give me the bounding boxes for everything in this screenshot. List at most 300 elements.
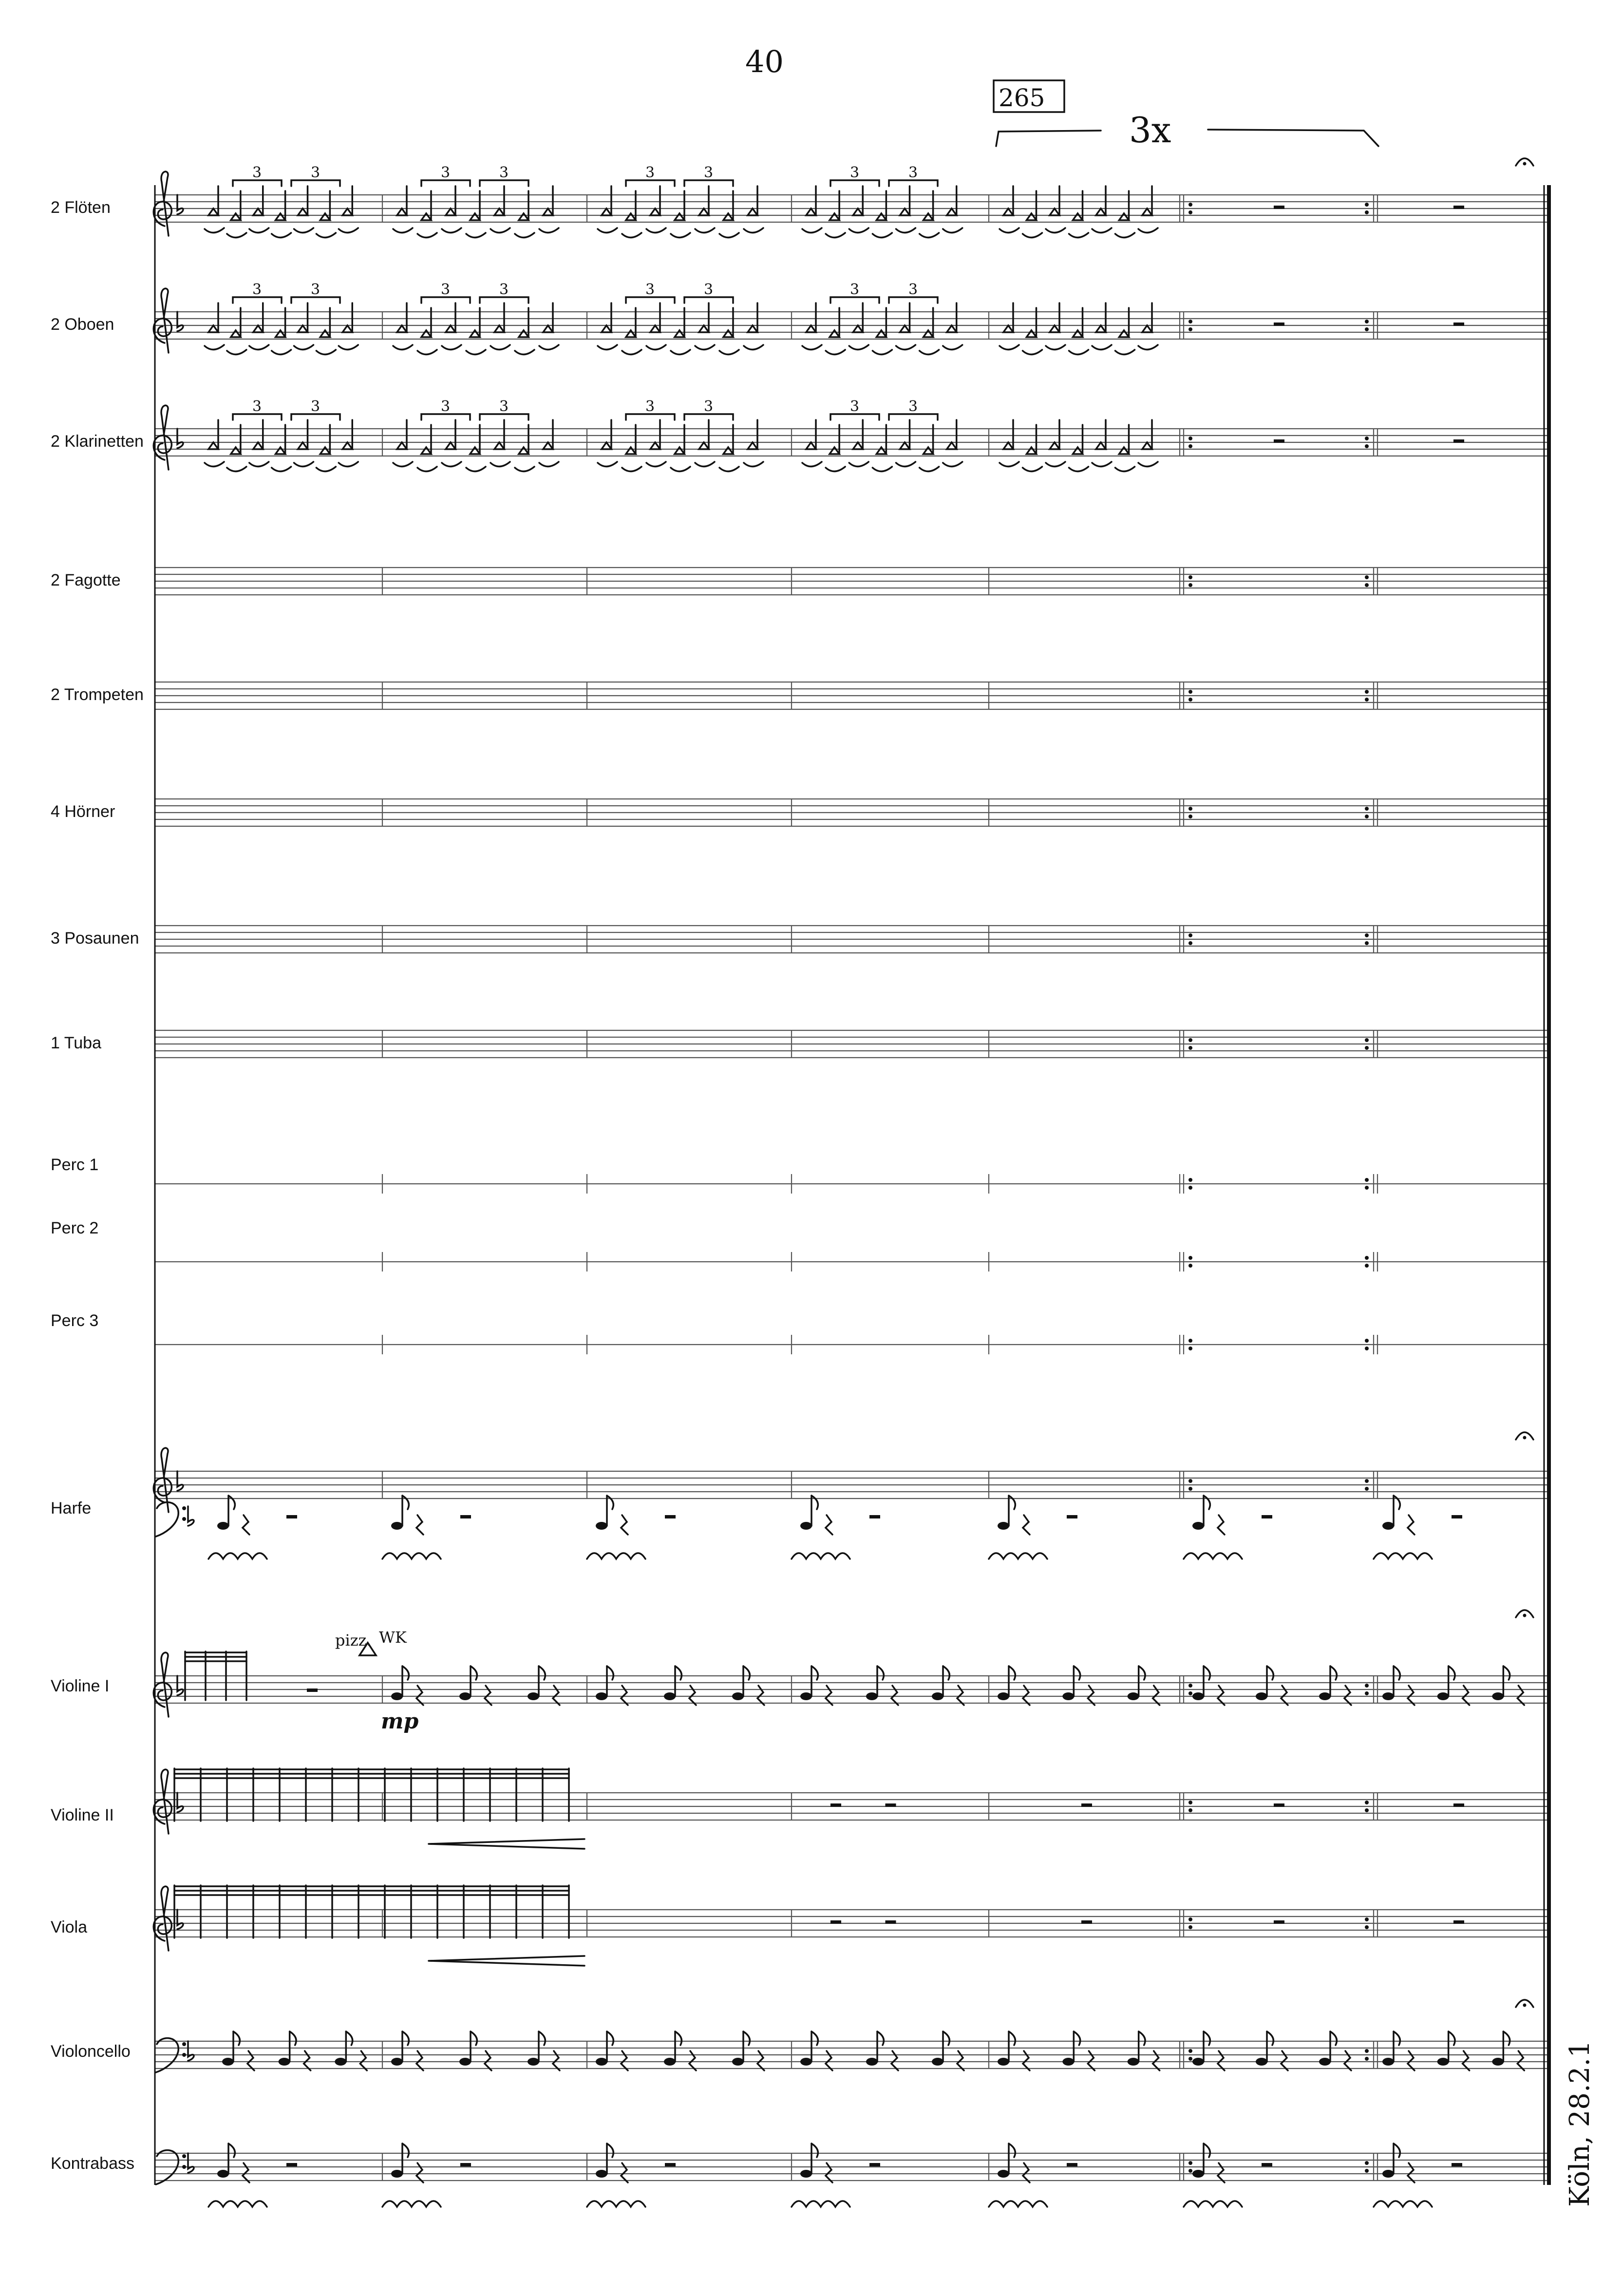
- grace-note: [900, 209, 910, 215]
- ledger-cluster: [208, 2201, 267, 2207]
- grace-note: [397, 325, 407, 332]
- grace-note: [748, 325, 757, 332]
- note-flag: [1503, 2031, 1509, 2045]
- notehead: [1128, 2058, 1139, 2066]
- notehead: [1382, 2170, 1394, 2178]
- grace-note: [748, 209, 757, 215]
- slur: [393, 462, 413, 467]
- slur: [272, 350, 291, 355]
- quarter-rest: [243, 1515, 249, 1535]
- repeat-dot: [1188, 320, 1192, 323]
- slur: [943, 228, 962, 233]
- notehead: [596, 2058, 607, 2066]
- quarter-rest: [1408, 1515, 1415, 1535]
- tuplet-number: 3: [311, 281, 321, 298]
- grace-note: [253, 209, 263, 215]
- note-flag: [607, 1496, 613, 1509]
- repeat-dot: [1365, 1479, 1369, 1483]
- repeat-dot: [1188, 941, 1192, 945]
- quarter-rest: [957, 2051, 964, 2070]
- instrument-labels: [51, 198, 144, 2173]
- quarter-rest: [621, 2051, 628, 2070]
- slur: [1092, 228, 1112, 233]
- note-flag: [675, 2031, 681, 2045]
- note-flag: [228, 1496, 235, 1509]
- slur: [205, 228, 224, 233]
- note-flag: [1074, 1666, 1080, 1680]
- slur: [515, 350, 534, 355]
- grace-note: [470, 213, 480, 220]
- notehead: [800, 1692, 812, 1700]
- note-flag: [1449, 1666, 1455, 1680]
- notehead: [1192, 1522, 1204, 1530]
- slur: [294, 228, 314, 233]
- staves: [155, 185, 1549, 2185]
- flat-icon: [177, 429, 183, 448]
- bass-clef-dot: [182, 1506, 186, 1510]
- grace-note: [723, 213, 733, 220]
- repeat-dot: [1188, 583, 1192, 587]
- slur: [920, 467, 939, 472]
- notehead: [1382, 2058, 1394, 2066]
- repeat-dot: [1365, 1347, 1369, 1350]
- quarter-rest: [689, 2051, 696, 2070]
- note-flag: [1139, 1666, 1145, 1680]
- tuplet-number: 3: [499, 164, 509, 181]
- rest: [1274, 323, 1284, 326]
- quarter-rest: [416, 2163, 423, 2182]
- note-flag: [1009, 2031, 1015, 2045]
- notehead: [998, 1522, 1009, 1530]
- notehead: [866, 2058, 878, 2066]
- grace-note: [397, 209, 407, 215]
- note-flag: [1449, 2031, 1455, 2045]
- grace-note: [853, 325, 863, 332]
- instrument-label: 1 Tuba: [51, 1034, 101, 1052]
- ledger-cluster: [208, 1553, 267, 1559]
- repeat-dot: [1188, 1479, 1192, 1483]
- repeat-dot: [1188, 1186, 1192, 1190]
- note-flag: [471, 2031, 477, 2045]
- note-flag: [1503, 1666, 1509, 1680]
- quarter-rest: [1281, 1686, 1288, 1705]
- repeat-bracket-right: [1208, 130, 1378, 146]
- repeat-dot: [1188, 1347, 1192, 1350]
- note-flag: [1394, 1496, 1400, 1509]
- notehead: [664, 2058, 676, 2066]
- repeat-dot: [1188, 1256, 1192, 1260]
- grace-note: [543, 442, 553, 449]
- grace-note: [924, 330, 933, 337]
- repeat-dot: [1188, 2057, 1192, 2061]
- grace-note: [276, 447, 285, 454]
- repeat-dot: [1365, 933, 1369, 937]
- grace-note: [675, 213, 684, 220]
- bass-clef-dot: [182, 2165, 186, 2169]
- note-flag: [290, 2031, 296, 2045]
- note-flag: [1204, 2031, 1210, 2045]
- slur: [1069, 350, 1089, 355]
- slur: [272, 233, 291, 238]
- repeat-dot: [1188, 807, 1192, 811]
- repeat-dot: [1188, 815, 1192, 818]
- ledger-cluster: [1184, 1553, 1242, 1559]
- tuplet-number: 3: [645, 164, 655, 181]
- grace-note: [494, 325, 504, 332]
- repeat-dot: [1365, 575, 1369, 579]
- grace-note: [276, 330, 285, 337]
- slur: [744, 228, 763, 233]
- repeat-dot: [1188, 1178, 1192, 1182]
- note-flag: [743, 1666, 750, 1680]
- slur: [417, 467, 437, 472]
- note-flag: [1009, 1496, 1015, 1509]
- slur: [515, 467, 534, 472]
- decrescendo-hairpin: [429, 1956, 585, 1966]
- slur: [417, 350, 437, 355]
- note-flag: [228, 2144, 235, 2157]
- rest: [460, 1515, 471, 1518]
- slur: [294, 345, 314, 350]
- quarter-rest: [1517, 1686, 1524, 1705]
- grace-note: [1096, 325, 1106, 332]
- slur: [393, 345, 413, 350]
- slur: [1069, 233, 1089, 238]
- quarter-rest: [957, 1686, 964, 1705]
- note-flag: [402, 2031, 409, 2045]
- repeat-dot: [1365, 1487, 1369, 1491]
- staff: [155, 1174, 1548, 1194]
- slur: [943, 462, 962, 467]
- repeat-dot: [1365, 1801, 1369, 1804]
- slur: [598, 462, 617, 467]
- notehead: [596, 1522, 607, 1530]
- grace-note: [1119, 447, 1129, 454]
- note-flag: [539, 2031, 545, 2045]
- staff: [155, 1910, 1548, 1937]
- grace-note: [231, 330, 241, 337]
- note-flag: [1330, 2031, 1337, 2045]
- notehead: [664, 1692, 676, 1700]
- repeat-dot: [1188, 327, 1192, 331]
- quarter-rest: [360, 2051, 367, 2070]
- grace-note: [519, 330, 528, 337]
- page-number: 40: [745, 44, 784, 79]
- rest: [830, 1920, 841, 1924]
- notehead: [1437, 1692, 1449, 1700]
- repeat-dot: [1365, 583, 1369, 587]
- notehead: [528, 1692, 539, 1700]
- note-flag: [1074, 2031, 1080, 2045]
- grace-note: [342, 325, 352, 332]
- slur: [1023, 233, 1042, 238]
- slur: [872, 350, 892, 355]
- slur: [695, 462, 715, 467]
- slur: [671, 233, 690, 238]
- grace-note: [723, 447, 733, 454]
- note-flag: [607, 1666, 613, 1680]
- grace-note: [602, 209, 611, 215]
- grace-note: [231, 213, 241, 220]
- slur: [802, 228, 822, 233]
- grace-note: [253, 325, 263, 332]
- repeat-dot: [1365, 815, 1369, 818]
- notehead: [998, 2058, 1009, 2066]
- rest: [886, 1920, 896, 1924]
- slur: [598, 345, 617, 350]
- quarter-rest: [1023, 1515, 1030, 1535]
- slur: [539, 228, 559, 233]
- bass-clef-dot: [182, 1517, 186, 1521]
- quarter-rest: [1218, 1515, 1225, 1535]
- quarter-rest: [1023, 2163, 1030, 2182]
- slur: [316, 350, 336, 355]
- slur: [719, 350, 739, 355]
- slur: [466, 350, 486, 355]
- slur: [490, 345, 510, 350]
- notehead: [528, 2058, 539, 2066]
- rest: [460, 2163, 471, 2166]
- bass-clef-dot: [182, 2042, 186, 2046]
- grace-note: [1096, 209, 1106, 215]
- note-flag: [1267, 1666, 1273, 1680]
- slur: [442, 228, 461, 233]
- notehead: [1062, 1692, 1074, 1700]
- quarter-rest: [1218, 2163, 1225, 2182]
- flat-icon: [177, 312, 183, 331]
- tuplet-number: 3: [499, 281, 509, 298]
- repeat-dot: [1365, 698, 1369, 702]
- slur: [442, 345, 461, 350]
- note-flag: [233, 2031, 240, 2045]
- ledger-cluster: [382, 1553, 441, 1559]
- notehead: [1382, 1692, 1394, 1700]
- repeat-dot: [1188, 444, 1192, 448]
- tuplet-number: 3: [441, 164, 451, 181]
- grace-note: [876, 330, 886, 337]
- quarter-rest: [1517, 2051, 1524, 2070]
- treble-clef-icon: [153, 171, 171, 236]
- note-flag: [471, 1666, 477, 1680]
- grace-note: [208, 209, 218, 215]
- slur: [1138, 228, 1158, 233]
- tuplet-number: 3: [850, 164, 860, 181]
- slur: [1092, 345, 1112, 350]
- repeat-dot: [1365, 1046, 1369, 1050]
- repeat-dot: [1188, 933, 1192, 937]
- repeat-dot: [1188, 1917, 1192, 1921]
- repeat-dot: [1365, 1339, 1369, 1343]
- slur: [539, 462, 559, 467]
- slur: [1115, 467, 1135, 472]
- quarter-rest: [826, 2051, 832, 2070]
- ledger-cluster: [587, 1553, 645, 1559]
- slur: [227, 350, 246, 355]
- repeat-dot: [1365, 1691, 1369, 1695]
- tuplet-number: 3: [850, 398, 860, 415]
- staff: [155, 568, 1548, 595]
- grace-note: [342, 442, 352, 449]
- repeat-dot: [1365, 1186, 1369, 1190]
- treble-clef-icon: [153, 1886, 171, 1951]
- dynamic-mp: mp: [381, 1709, 419, 1734]
- notehead: [391, 2170, 403, 2178]
- slur: [249, 345, 269, 350]
- repeat-dot: [1188, 1925, 1192, 1929]
- slur: [646, 345, 666, 350]
- grace-note: [397, 442, 407, 449]
- rest: [1453, 206, 1464, 209]
- flat-icon: [188, 1506, 194, 1526]
- repeat-dot: [1188, 1808, 1192, 1812]
- quarter-rest: [891, 2051, 898, 2070]
- slur: [719, 233, 739, 238]
- note-flag: [877, 1666, 884, 1680]
- notehead: [1319, 1692, 1331, 1700]
- slur: [826, 467, 845, 472]
- slur: [622, 350, 641, 355]
- fermata-dot: [1523, 2004, 1527, 2007]
- notehead: [391, 2058, 403, 2066]
- grace-note: [543, 325, 553, 332]
- slur: [1023, 467, 1042, 472]
- tuplet-number: 3: [441, 281, 451, 298]
- notehead: [1492, 2058, 1504, 2066]
- quarter-rest: [553, 2051, 560, 2070]
- grace-note: [924, 213, 933, 220]
- quarter-rest: [416, 2051, 423, 2070]
- slur: [417, 233, 437, 238]
- quarter-rest: [1218, 1686, 1225, 1705]
- treble-clef-icon: [153, 1769, 171, 1834]
- instrument-label: 2 Trompeten: [51, 685, 144, 704]
- quarter-rest: [1344, 1686, 1351, 1705]
- notehead: [596, 2170, 607, 2178]
- quarter-rest: [1153, 2051, 1160, 2070]
- note-flag: [539, 1666, 545, 1680]
- notehead: [596, 1692, 607, 1700]
- decrescendo-hairpin: [429, 1839, 585, 1849]
- note-flag: [811, 1496, 818, 1509]
- note-flag: [811, 2031, 818, 2045]
- quarter-rest: [1023, 2051, 1030, 2070]
- staff: [155, 682, 1548, 709]
- note-flag: [943, 2031, 949, 2045]
- quarter-rest: [689, 1686, 696, 1705]
- rest: [1274, 1803, 1284, 1807]
- notehead: [279, 2058, 290, 2066]
- slur: [872, 467, 892, 472]
- rest: [1262, 1515, 1272, 1518]
- tuplet-number: 3: [311, 398, 321, 415]
- staff: [155, 1676, 1548, 1703]
- repeat-dot: [1365, 1808, 1369, 1812]
- fermata-dot: [1523, 162, 1527, 166]
- quarter-rest: [1463, 1686, 1470, 1705]
- notehead: [800, 1522, 812, 1530]
- quarter-rest: [247, 2051, 254, 2070]
- grace-note: [1050, 325, 1059, 332]
- quarter-rest: [1088, 1686, 1094, 1705]
- note-flag: [1139, 2031, 1145, 2045]
- grace-note: [320, 330, 330, 337]
- grace-note: [723, 330, 733, 337]
- tuplet-number: 3: [441, 398, 451, 415]
- note-flag: [1009, 2144, 1015, 2157]
- quarter-rest: [1408, 2163, 1415, 2182]
- quarter-rest: [891, 1686, 898, 1705]
- grace-note: [421, 447, 431, 454]
- notehead: [217, 1522, 229, 1530]
- grace-note: [748, 442, 757, 449]
- grace-note: [1142, 209, 1152, 215]
- grace-note: [947, 209, 957, 215]
- ledger-cluster: [1184, 2201, 1242, 2207]
- staff: [155, 1030, 1548, 1058]
- quarter-rest: [553, 1686, 560, 1705]
- grace-note: [1003, 325, 1013, 332]
- flat-icon: [177, 1793, 183, 1812]
- notehead: [459, 1692, 471, 1700]
- tuplet-number: 3: [499, 398, 509, 415]
- quarter-rest: [1281, 2051, 1288, 2070]
- bass-clef-dot: [182, 2154, 186, 2158]
- grace-note: [830, 330, 839, 337]
- quarter-rest: [826, 1686, 832, 1705]
- note-flag: [607, 2031, 613, 2045]
- rest: [1067, 1515, 1077, 1518]
- slur: [272, 467, 291, 472]
- repeat-dot: [1188, 1684, 1192, 1688]
- slur: [227, 233, 246, 238]
- repeat-dot: [1365, 1917, 1369, 1921]
- slur: [515, 233, 534, 238]
- note-flag: [1267, 2031, 1273, 2045]
- slur: [744, 345, 763, 350]
- repeat-dot: [1365, 436, 1369, 440]
- note-flag: [675, 1666, 681, 1680]
- tuplet-number: 3: [645, 281, 655, 298]
- notehead: [1256, 2058, 1267, 2066]
- flat-icon: [188, 2041, 194, 2061]
- notehead: [217, 2170, 229, 2178]
- repeat-dot: [1188, 575, 1192, 579]
- repeat-dot: [1365, 1256, 1369, 1260]
- slur: [539, 345, 559, 350]
- grace-note: [1142, 442, 1152, 449]
- quarter-rest: [1463, 2051, 1470, 2070]
- tuplet-number: 3: [908, 281, 918, 298]
- repeat-dot: [1365, 203, 1369, 207]
- repeat-dot: [1188, 1264, 1192, 1268]
- grace-note: [342, 209, 352, 215]
- tuplet-number: 3: [252, 164, 262, 181]
- grace-note: [298, 325, 308, 332]
- grace-note: [298, 442, 308, 449]
- grace-note: [699, 325, 709, 332]
- slur: [1000, 345, 1019, 350]
- slur: [896, 345, 916, 350]
- instrument-label: Violoncello: [51, 2042, 131, 2061]
- grace-note: [806, 442, 816, 449]
- repeat-dot: [1365, 1264, 1369, 1268]
- slur: [849, 462, 868, 467]
- flat-icon: [177, 195, 183, 214]
- quarter-rest: [1218, 2051, 1225, 2070]
- grace-note: [1119, 330, 1129, 337]
- slur: [339, 228, 358, 233]
- slur: [622, 467, 641, 472]
